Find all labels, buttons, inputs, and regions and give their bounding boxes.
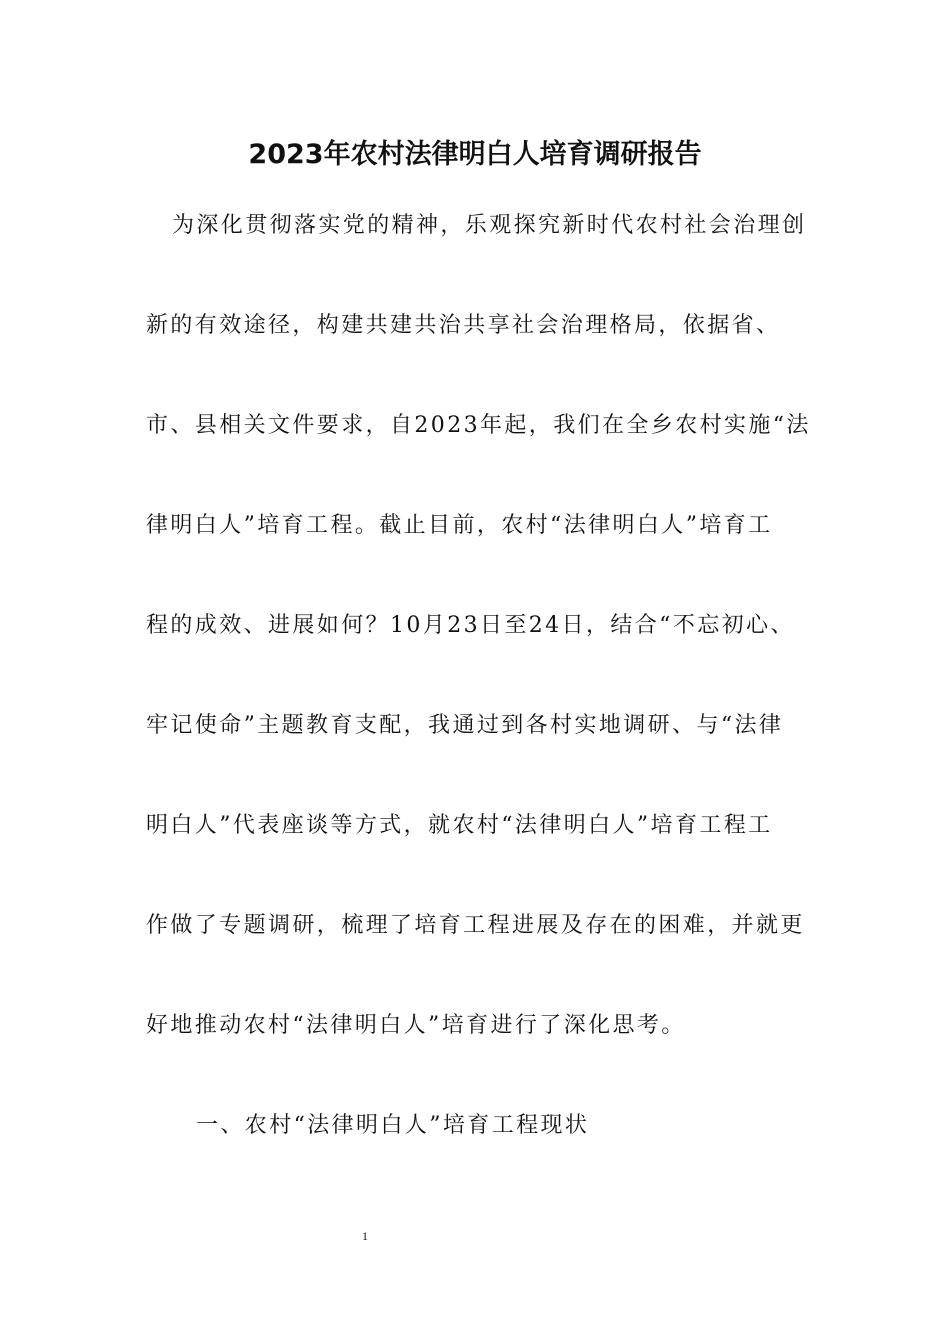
section-heading: 一、农村“法律明白人”培育工程现状 <box>196 1113 590 1138</box>
paragraph-line-8: 作做了专题调研，梳理了培育工程进展及存在的困难，并就更 <box>146 913 805 938</box>
paragraph-line-2: 新的有效途径，构建共建共治共享社会治理格局，依据省、 <box>146 313 781 338</box>
paragraph-line-1: 为深化贯彻落实党的精神，乐观探究新时代农村社会治理创 <box>172 213 807 238</box>
paragraph-line-7: 明白人”代表座谈等方式，就农村“法律明白人”培育工程工 <box>146 813 773 838</box>
document-title: 2023年农村法律明白人培育调研报告 <box>248 139 702 170</box>
paragraph-line-3: 市、县相关文件要求，自2023年起，我们在全乡农村实施“法 <box>146 413 811 438</box>
paragraph-line-4: 律明白人”培育工程。截止目前，农村“法律明白人”培育工 <box>146 513 773 538</box>
paragraph-line-5: 程的成效、进展如何？10月23日至24日，结合“不忘初心、 <box>146 613 795 638</box>
paragraph-line-6: 牢记使命”主题教育支配，我通过到各村实地调研、与“法律 <box>146 713 784 738</box>
paragraph-line-9: 好地推动农村“法律明白人”培育进行了深化思考。 <box>146 1013 686 1038</box>
page-number: 1 <box>362 1229 368 1243</box>
